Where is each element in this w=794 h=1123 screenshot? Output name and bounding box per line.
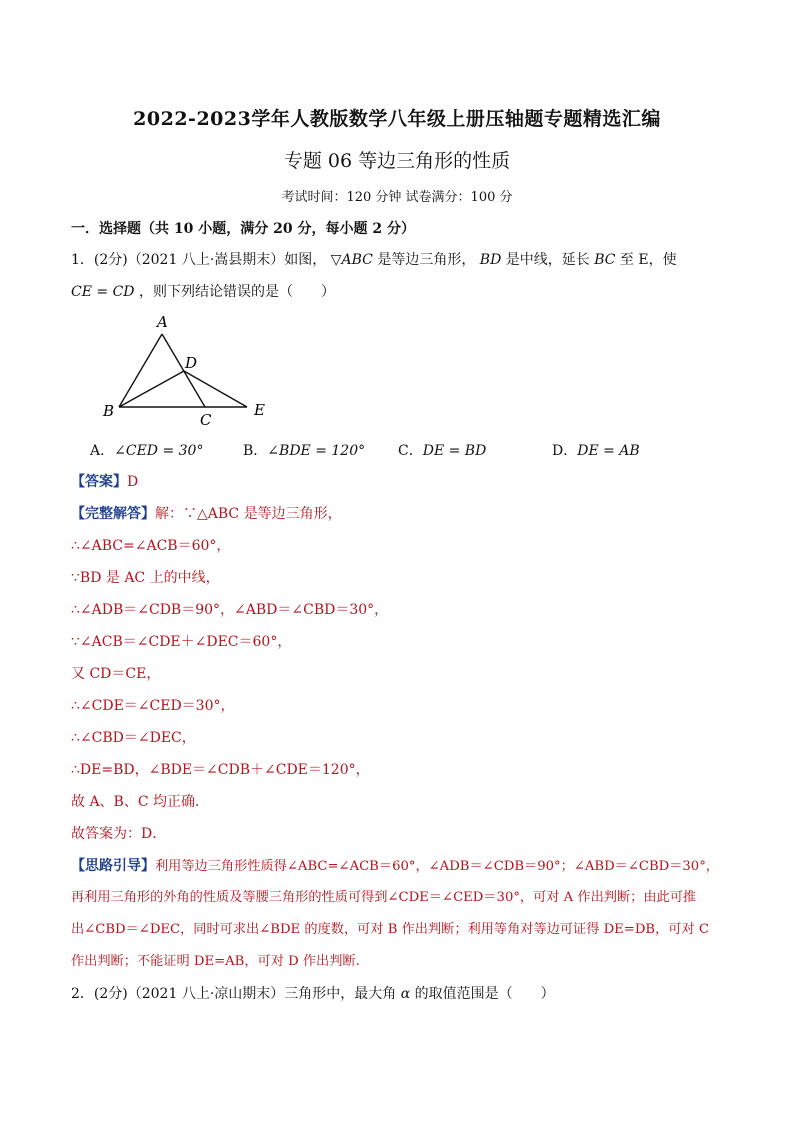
q1-solution-line-8: ∴DE=BD，∠BDE＝∠CDB＋∠CDE＝120°， bbox=[71, 762, 370, 778]
question-1-line-2 bbox=[71, 282, 751, 302]
segment-ab bbox=[119, 334, 162, 407]
q1-choices bbox=[90, 440, 710, 462]
q1-hint-line-1: 再利用三角形的外角的性质及等腰三角形的性质可得到∠CDE＝∠CED＝30°，可对 A 作出判断；由此可推 bbox=[71, 890, 697, 905]
q1-solution-line-0: 【完整解答】解：∵△ABC 是等边三角形， bbox=[71, 506, 342, 522]
q1-hint-line-2: 出∠CBD＝∠DEC，同时可求出∠BDE 的度数，可对 B 作出判断；利用等角对等边可证得 DE=DB，可对 C bbox=[71, 922, 709, 937]
label-e: E bbox=[254, 401, 265, 419]
q1-solution-line-3: ∴∠ADB＝∠CDB＝90°，∠ABD＝∠CBD＝30°， bbox=[71, 602, 389, 618]
q2-text-b: 的取值范围是（ ） bbox=[414, 986, 555, 1002]
q1-solution-line-9: 故 A、B、C 均正确． bbox=[71, 794, 210, 810]
q1-solution-line-1: ∴∠ABC=∠ACB＝60°， bbox=[71, 538, 231, 554]
q1-math-bc: BC bbox=[594, 252, 616, 268]
q1-solution-line-5: 又 CD＝CE， bbox=[71, 666, 161, 682]
question-2 bbox=[71, 984, 751, 1004]
choice-a[interactable]: A．∠CED = 30° bbox=[90, 443, 204, 459]
segment-de bbox=[184, 371, 247, 407]
segment-bd bbox=[119, 371, 184, 407]
document-title: 2022-2023学年人教版数学八年级上册压轴题专题精选汇编 bbox=[133, 108, 661, 130]
choice-c[interactable]: C．DE = BD bbox=[398, 443, 487, 459]
label-c: C bbox=[200, 411, 212, 429]
q1-answer: 【答案】D bbox=[71, 474, 139, 490]
q1-math-bd: BD bbox=[479, 252, 502, 268]
triangle-figure bbox=[95, 310, 285, 435]
q1-hint-line-3: 作出判断；不能证明 DE=AB，可对 D 作出判断. bbox=[71, 954, 360, 969]
q1-text-b: 是等边三角形， bbox=[377, 252, 476, 268]
q1-text-d: 至 E，使 bbox=[619, 252, 677, 268]
q1-text-c: 是中线，延长 bbox=[505, 252, 590, 268]
q1-text-a: 1．(2分)（2021 八上·嵩县期末）如图， bbox=[71, 252, 327, 268]
q1-solution-line-7: ∴∠CBD＝∠DEC， bbox=[71, 730, 196, 746]
q1-text-e: ，则下列结论错误的是（ ） bbox=[138, 284, 335, 300]
label-a: A bbox=[157, 313, 168, 331]
document-subtitle: 专题 06 等边三角形的性质 bbox=[283, 150, 511, 172]
exam-meta: 考试时间：120 分钟 试卷满分：100 分 bbox=[281, 190, 513, 205]
section-heading: 一．选择题（共 10 小题，满分 20 分，每小题 2 分） bbox=[71, 221, 415, 237]
label-b: B bbox=[103, 402, 115, 420]
q1-math-ce-cd: CE = CD bbox=[71, 284, 135, 300]
q2-text-a: 2．(2分)（2021 八上·凉山期末）三角形中，最大角 bbox=[71, 986, 397, 1002]
choice-d[interactable]: D．DE = AB bbox=[552, 443, 640, 459]
q1-math-triangle: ▽ABC bbox=[330, 252, 373, 268]
q1-solution-line-10: 故答案为：D． bbox=[71, 826, 167, 842]
q1-hint-line-0: 【思路引导】利用等边三角形性质得∠ABC=∠ACB＝60°，∠ADB＝∠CDB＝90°；∠ABD＝∠CBD＝30°， bbox=[71, 858, 719, 874]
label-d: D bbox=[185, 354, 198, 372]
q1-solution-line-2: ∵BD 是 AC 上的中线， bbox=[71, 570, 220, 586]
q1-solution-line-6: ∴∠CDE＝∠CED＝30°， bbox=[71, 698, 235, 714]
q1-solution-line-4: ∵∠ACB＝∠CDE＋∠DEC＝60°， bbox=[71, 634, 292, 650]
question-1-line-1 bbox=[71, 250, 751, 270]
q2-symbol: α bbox=[400, 986, 411, 1002]
choice-b[interactable]: B．∠BDE = 120° bbox=[243, 443, 366, 459]
